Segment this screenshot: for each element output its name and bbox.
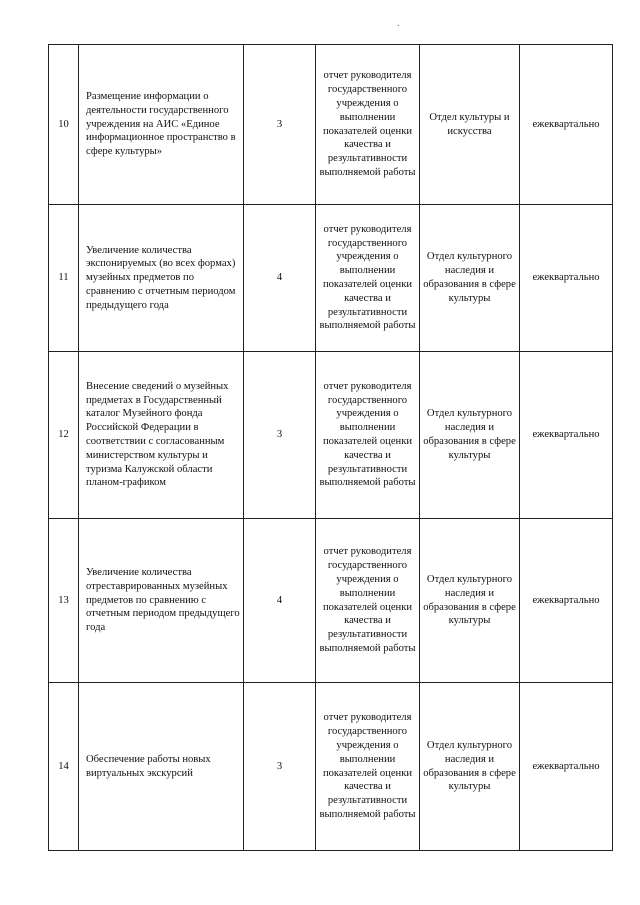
table-row (49, 205, 613, 352)
table-row (49, 683, 613, 851)
indicator-value: 4 (244, 519, 316, 683)
row-number: 10 (49, 45, 79, 205)
table-row (49, 519, 613, 683)
row-number: 12 (49, 352, 79, 519)
row-number: 14 (49, 683, 79, 851)
indicator-name: Внесение сведений о музейных предметах в Государственный каталог Музейного фонда Российской Федерации в соответствии с согласованным министерством культуры и туризма Калужской области планом-графиком (79, 352, 244, 519)
indicator-value: 3 (244, 45, 316, 205)
indicator-name: Увеличение количества экспонируемых (во всех формах) музейных предметов по сравнению с отчетным периодом предыдущего года (79, 205, 244, 352)
table-row (49, 352, 613, 519)
table-row (49, 45, 613, 205)
indicators-table (48, 44, 613, 851)
responsible-department: Отдел культурного наследия и образования в сфере культуры (420, 205, 520, 352)
reporting-period: ежеквартально (520, 352, 613, 519)
responsible-department: Отдел культуры и искусства (420, 45, 520, 205)
report-form: отчет руководителя государственного учреждения о выполнении показателей оценки качества и результативности выполняемой работы (316, 519, 420, 683)
responsible-department: Отдел культурного наследия и образования в сфере культуры (420, 519, 520, 683)
reporting-period: ежеквартально (520, 45, 613, 205)
reporting-period: ежеквартально (520, 205, 613, 352)
indicator-name: Обеспечение работы новых виртуальных экскурсий (79, 683, 244, 851)
indicator-name: Увеличение количества отреставрированных музейных предметов по сравнению с отчетным периодом предыдущего года (79, 519, 244, 683)
report-form: отчет руководителя государственного учреждения о выполнении показателей оценки качества и результативности выполняемой работы (316, 683, 420, 851)
indicator-value: 3 (244, 352, 316, 519)
indicator-value: 3 (244, 683, 316, 851)
responsible-department: Отдел культурного наследия и образования в сфере культуры (420, 683, 520, 851)
row-number: 13 (49, 519, 79, 683)
reporting-period: ежеквартально (520, 519, 613, 683)
indicator-name: Размещение информации о деятельности государственного учреждения на АИС «Единое информационное пространство в сфере культуры» (79, 45, 244, 205)
responsible-department: Отдел культурного наследия и образования в сфере культуры (420, 352, 520, 519)
reporting-period: ежеквартально (520, 683, 613, 851)
report-form: отчет руководителя государственного учреждения о выполнении показателей оценки качества и результативности выполняемой работы (316, 205, 420, 352)
report-form: отчет руководителя государственного учреждения о выполнении показателей оценки качества и результативности выполняемой работы (316, 352, 420, 519)
indicator-value: 4 (244, 205, 316, 352)
row-number: 11 (49, 205, 79, 352)
page-mark: . (397, 18, 400, 29)
report-form: отчет руководителя государственного учреждения о выполнении показателей оценки качества и результативности выполняемой работы (316, 45, 420, 205)
